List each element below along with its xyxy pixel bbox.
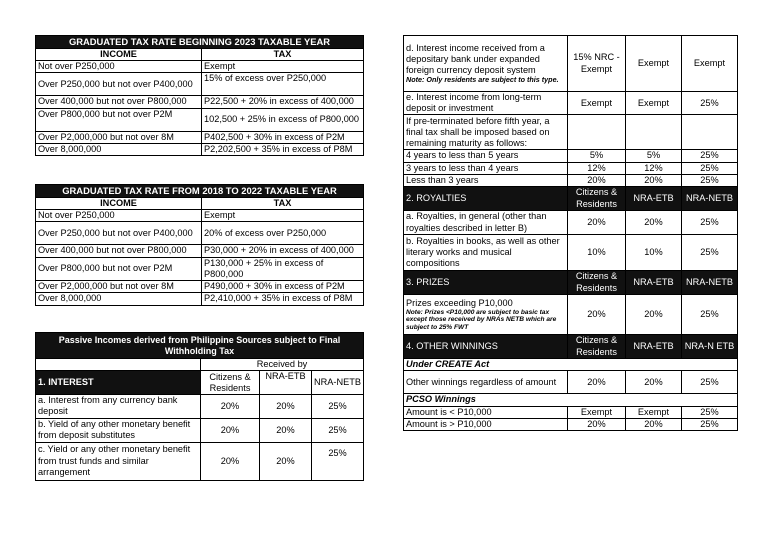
nra-netb-rate: 25% bbox=[682, 162, 738, 174]
nra-etb-rate: 10% bbox=[626, 235, 682, 271]
column-header-income: INCOME bbox=[36, 49, 202, 61]
column-header-nra-netb: NRA-NETB bbox=[312, 371, 364, 395]
nra-netb-rate: 25% bbox=[682, 418, 738, 430]
table-row bbox=[404, 150, 738, 162]
row-label: b. Royalties in books, as well as other literary works and musical compositions bbox=[404, 235, 568, 271]
nra-etb-rate: 20% bbox=[626, 295, 682, 335]
tax-cell: P30,000 + 20% in excess of 400,000 bbox=[202, 245, 364, 257]
column-header-nra-netb: NRA-NETB bbox=[682, 271, 738, 295]
column-header-nra-netb: NRA-N ETB bbox=[682, 335, 738, 359]
table-row bbox=[36, 210, 364, 222]
table-row bbox=[36, 395, 364, 418]
citizens-rate: 15% NRC - Exempt bbox=[568, 36, 626, 92]
income-cell: Over P250,000 but not over P400,000 bbox=[36, 222, 202, 245]
row-label: a. Royalties, in general (other than royalties described in letter B) bbox=[404, 211, 568, 235]
tax-cell: 15% of excess over P250,000 bbox=[202, 73, 364, 96]
citizens-rate: 20% bbox=[568, 295, 626, 335]
nra-etb-rate: 20% bbox=[260, 442, 312, 480]
nra-netb-rate: 25% bbox=[312, 395, 364, 418]
nra-netb-rate: Exempt bbox=[682, 36, 738, 92]
row-note: Note: Prizes <P10,000 are subject to basic tax except those received by NRAs NETB which are subject to 25% FWT bbox=[406, 308, 557, 331]
citizens-rate: 10% bbox=[568, 235, 626, 271]
section-title: 2. ROYALTIES bbox=[404, 187, 568, 211]
column-header-nra-netb: NRA-NETB bbox=[682, 187, 738, 211]
table-row bbox=[36, 442, 364, 480]
row-note: Note: Only residents are subject to this type. bbox=[406, 75, 559, 85]
table-title: Passive Incomes derived from Philippine Sources subject to Final Withholding Tax bbox=[36, 333, 364, 359]
row-label: c. Yield or any other monetary benefit from trust funds and similar arrangement bbox=[36, 442, 201, 480]
row-label: Amount is > P10,000 bbox=[404, 418, 568, 430]
row-label: d. Interest income received from a depositary bank under expanded foreign currency deposit system bbox=[406, 42, 545, 75]
table-row bbox=[36, 245, 364, 257]
income-cell: Over P800,000 but not over P2M bbox=[36, 257, 202, 280]
table-title: GRADUATED TAX RATE BEGINNING 2023 TAXABLE YEAR bbox=[36, 36, 364, 49]
section-title: 4. OTHER WINNINGS bbox=[404, 335, 568, 359]
column-header-citizens: Citizens & Residents bbox=[568, 335, 626, 359]
citizens-rate: 20% bbox=[568, 211, 626, 235]
income-cell: Over P2,000,000 but not over 8M bbox=[36, 131, 202, 143]
row-label: 4 years to less than 5 years bbox=[404, 150, 568, 162]
table-row bbox=[404, 406, 738, 418]
tax-cell: P402,500 + 30% in excess of P2M bbox=[202, 131, 364, 143]
row-label: 3 years to less than 4 years bbox=[404, 162, 568, 174]
blank-cell bbox=[36, 359, 201, 371]
table-row bbox=[36, 73, 364, 96]
nra-etb-rate: 20% bbox=[260, 418, 312, 442]
table-row bbox=[404, 211, 738, 235]
row-label: Other winnings regardless of amount bbox=[404, 371, 568, 394]
income-cell: Over 8,000,000 bbox=[36, 143, 202, 155]
section-royalties bbox=[404, 187, 738, 211]
table-row bbox=[36, 293, 364, 305]
table-row bbox=[36, 257, 364, 280]
passive-income-table bbox=[35, 332, 364, 481]
nra-etb-rate: 20% bbox=[626, 174, 682, 186]
section-title: 3. PRIZES bbox=[404, 271, 568, 295]
citizens-rate: 12% bbox=[568, 162, 626, 174]
table-title: GRADUATED TAX RATE FROM 2018 TO 2022 TAXABLE YEAR bbox=[36, 185, 364, 198]
column-header-nra-etb: NRA-ETB bbox=[626, 335, 682, 359]
table-row bbox=[404, 295, 738, 335]
column-header-citizens: Citizens & Residents bbox=[201, 371, 260, 395]
nra-etb-rate: 12% bbox=[626, 162, 682, 174]
nra-netb-rate: 25% bbox=[312, 442, 364, 480]
subsection-pcso: PCSO Winnings bbox=[404, 394, 738, 406]
citizens-rate: 20% bbox=[201, 395, 260, 418]
column-header-tax: TAX bbox=[202, 49, 364, 61]
income-cell: Over 8,000,000 bbox=[36, 293, 202, 305]
nra-netb-rate: 25% bbox=[682, 174, 738, 186]
tax-cell: Exempt bbox=[202, 210, 364, 222]
citizens-rate: 20% bbox=[568, 174, 626, 186]
tax-table-2018 bbox=[35, 184, 364, 306]
row-label: a. Interest from any currency bank deposit bbox=[36, 395, 201, 418]
nra-etb-rate: 20% bbox=[626, 371, 682, 394]
tax-cell: 102,500 + 25% in excess of P800,000 bbox=[202, 108, 364, 131]
citizens-rate: 20% bbox=[201, 442, 260, 480]
tax-cell: Exempt bbox=[202, 61, 364, 73]
column-header-nra-etb: NRA-ETB bbox=[626, 271, 682, 295]
column-header-tax: TAX bbox=[202, 198, 364, 210]
nra-etb-rate: Exempt bbox=[626, 36, 682, 92]
income-cell: Not over P250,000 bbox=[36, 210, 202, 222]
table-row bbox=[404, 418, 738, 430]
section-other-winnings bbox=[404, 335, 738, 359]
nra-netb-rate: 25% bbox=[682, 92, 738, 115]
column-header-nra-etb: NRA-ETB bbox=[626, 187, 682, 211]
citizens-rate: 20% bbox=[568, 371, 626, 394]
table-row bbox=[36, 131, 364, 143]
tax-cell: P2,410,000 + 35% in excess of P8M bbox=[202, 293, 364, 305]
income-cell: Over P250,000 but not over P400,000 bbox=[36, 73, 202, 96]
row-label: e. Interest income from long-term deposit or investment bbox=[404, 92, 568, 115]
income-cell: Not over P250,000 bbox=[36, 61, 202, 73]
tax-cell: P490,000 + 30% in excess of P2M bbox=[202, 281, 364, 293]
nra-netb-rate: 25% bbox=[682, 406, 738, 418]
row-label: Less than 3 years bbox=[404, 174, 568, 186]
citizens-rate: 20% bbox=[201, 418, 260, 442]
row-label: Prizes exceeding P10,000 bbox=[406, 297, 513, 308]
table-row bbox=[404, 174, 738, 186]
section-interest: 1. INTEREST bbox=[36, 371, 201, 395]
nra-etb-rate: 20% bbox=[626, 418, 682, 430]
received-by-label: Received by bbox=[201, 359, 364, 371]
column-header-income: INCOME bbox=[36, 198, 202, 210]
table-row bbox=[36, 143, 364, 155]
tax-cell: 20% of excess over P250,000 bbox=[202, 222, 364, 245]
table-row bbox=[36, 61, 364, 73]
citizens-rate: Exempt bbox=[568, 92, 626, 115]
nra-netb-rate: 25% bbox=[682, 371, 738, 394]
table-row bbox=[36, 281, 364, 293]
tax-table-2023 bbox=[35, 35, 364, 156]
income-cell: Over P800,000 but not over P2M bbox=[36, 108, 202, 131]
table-row bbox=[36, 418, 364, 442]
nra-etb-rate: Exempt bbox=[626, 406, 682, 418]
table-row bbox=[36, 108, 364, 131]
table-row bbox=[404, 371, 738, 394]
table-row bbox=[404, 36, 738, 92]
nra-netb-rate: 25% bbox=[312, 418, 364, 442]
table-row bbox=[404, 92, 738, 115]
column-header-citizens: Citizens & Residents bbox=[568, 271, 626, 295]
income-cell: Over 400,000 but not over P800,000 bbox=[36, 96, 202, 108]
tax-cell: P2,202,500 + 35% in excess of P8M bbox=[202, 143, 364, 155]
table-row bbox=[404, 162, 738, 174]
nra-etb-rate: 5% bbox=[626, 150, 682, 162]
citizens-rate: 5% bbox=[568, 150, 626, 162]
passive-income-table-continued bbox=[403, 35, 738, 431]
citizens-rate: Exempt bbox=[568, 406, 626, 418]
nra-netb-rate: 25% bbox=[682, 295, 738, 335]
preterm-text: If pre-terminated before fifth year, a final tax shall be imposed based on remaining maturity as follows: bbox=[404, 115, 568, 150]
section-prizes bbox=[404, 271, 738, 295]
table-row bbox=[36, 96, 364, 108]
table-row bbox=[404, 235, 738, 271]
row-label: Amount is < P10,000 bbox=[404, 406, 568, 418]
nra-etb-rate: Exempt bbox=[626, 92, 682, 115]
nra-netb-rate: 25% bbox=[682, 150, 738, 162]
row-label: b. Yield of any other monetary benefit from deposit substitutes bbox=[36, 418, 201, 442]
nra-etb-rate: 20% bbox=[260, 395, 312, 418]
table-row bbox=[36, 222, 364, 245]
tax-cell: P22,500 + 20% in excess of 400,000 bbox=[202, 96, 364, 108]
nra-netb-rate: 25% bbox=[682, 235, 738, 271]
citizens-rate: 20% bbox=[568, 418, 626, 430]
income-cell: Over P2,000,000 but not over 8M bbox=[36, 281, 202, 293]
subsection-create-act: Under CREATE Act bbox=[404, 359, 738, 371]
tax-cell: P130,000 + 25% in excess of P800,000 bbox=[202, 257, 364, 280]
column-header-citizens: Citizens & Residents bbox=[568, 187, 626, 211]
income-cell: Over 400,000 but not over P800,000 bbox=[36, 245, 202, 257]
column-header-nra-etb: NRA-ETB bbox=[260, 371, 312, 395]
nra-etb-rate: 20% bbox=[626, 211, 682, 235]
nra-netb-rate: 25% bbox=[682, 211, 738, 235]
